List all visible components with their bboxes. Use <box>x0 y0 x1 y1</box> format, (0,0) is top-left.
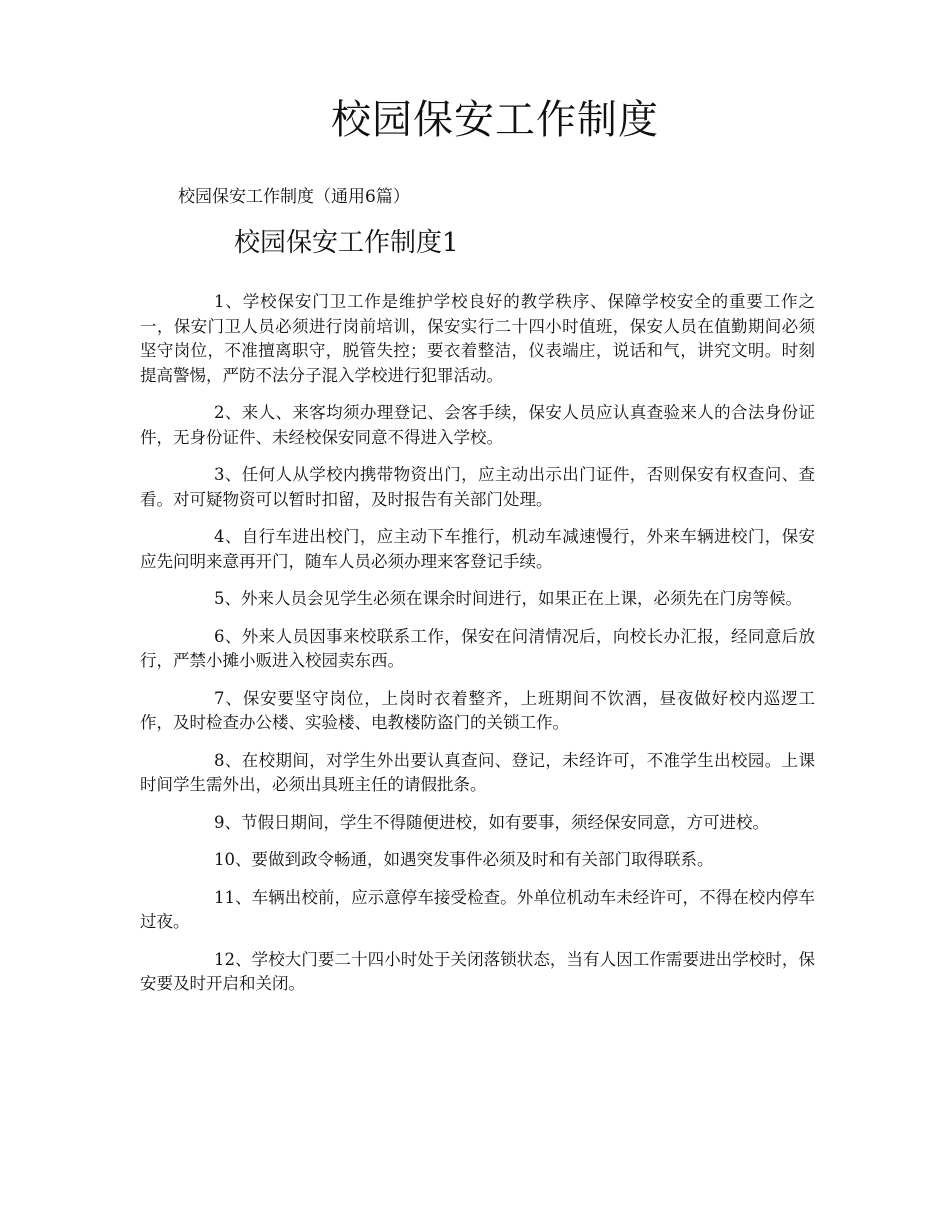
paragraph-1: 1、学校保安门卫工作是维护学校良好的教学秩序、保障学校安全的重要工作之一，保安门卫人员必须进行岗前培训，保安实行二十四小时值班，保安人员在值勤期间必须坚守岗位，不准擅离职守，脱管失控；要衣着整洁，仪表端庄，说话和气，讲究文明。时刻提高警惕，严防不法分子混入学校进行犯罪活动。 <box>140 292 815 385</box>
document-subtitle: 校园保安工作制度（通用6篇） <box>178 187 410 207</box>
document-body <box>140 290 815 1010</box>
paragraph-8: 8、在校期间，对学生外出要认真查问、登记，未经许可，不准学生出校园。上课时间学生需外出，必须出具班主任的请假批条。 <box>140 750 815 794</box>
paragraph-12: 12、学校大门要二十四小时处于关闭落锁状态，当有人因工作需要进出学校时，保安要及时开启和关闭。 <box>140 949 815 993</box>
paragraph-6: 6、外来人员因事来校联系工作，保安在问清情况后，向校长办汇报，经同意后放行，严禁小摊小贩进入校园卖东西。 <box>140 626 815 670</box>
document-title: 校园保安工作制度 <box>331 97 659 143</box>
paragraph-7: 7、保安要坚守岗位，上岗时衣着整齐，上班期间不饮酒，昼夜做好校内巡逻工作，及时检查办公楼、实验楼、电教楼防盗门的关锁工作。 <box>140 688 815 732</box>
paragraph-2: 2、来人、来客均须办理登记、会客手续，保安人员应认真查验来人的合法身份证件，无身份证件、未经校保安同意不得进入学校。 <box>140 403 815 447</box>
section-heading: 校园保安工作制度1 <box>234 228 459 258</box>
paragraph-5: 5、外来人员会见学生必须在课余时间进行，如果正在上课，必须先在门房等候。 <box>214 589 802 608</box>
paragraph-4: 4、自行车进出校门，应主动下车推行，机动车减速慢行，外来车辆进校门，保安应先问明来意再开门，随车人员必须办理来客登记手续。 <box>140 527 815 571</box>
paragraph-9: 9、节假日期间，学生不得随便进校，如有要事，须经保安同意，方可进校。 <box>214 812 769 832</box>
paragraph-10: 10、要做到政令畅通，如遇突发事件必须及时和有关部门取得联系。 <box>214 850 714 869</box>
paragraph-11: 11、车辆出校前，应示意停车接受检查。外单位机动车未经许可，不得在校内停车过夜。 <box>140 887 815 931</box>
paragraph-3: 3、任何人从学校内携带物资出门，应主动出示出门证件，否则保安有权查问、查看。对可疑物资可以暂时扣留，及时报告有关部门处理。 <box>140 465 815 509</box>
